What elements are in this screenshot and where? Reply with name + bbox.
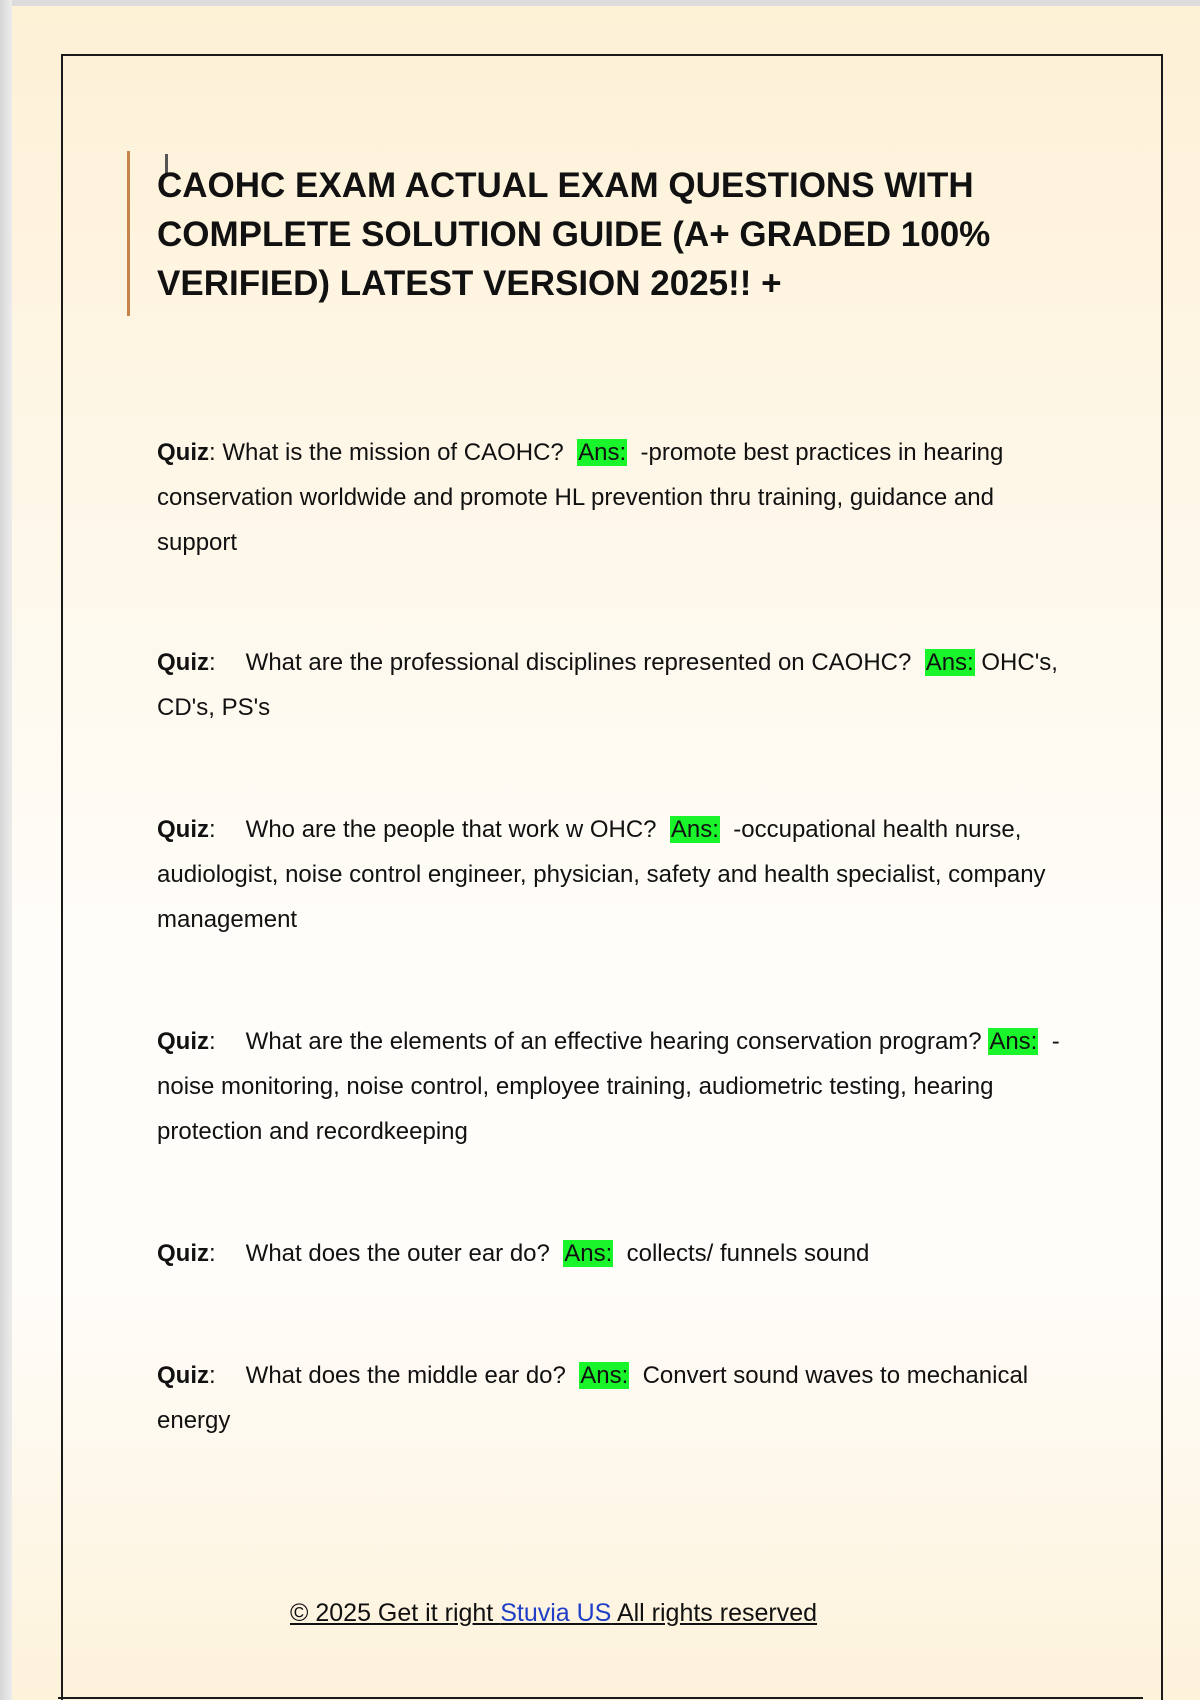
answer-text: -promote best practices in hearing conservation worldwide and promote HL prevention thru training, guidance and support <box>157 439 1004 556</box>
stuvia-link[interactable]: Stuvia US <box>500 1599 612 1627</box>
quiz-label: Quiz <box>157 439 209 466</box>
answer-label: Ans: <box>670 816 719 843</box>
quiz-label: Quiz <box>157 1362 209 1389</box>
answer-text: collects/ funnels sound <box>626 1240 870 1267</box>
answer-label: Ans: <box>564 1240 613 1267</box>
footer-prefix: © 2025 Get it right <box>290 1599 501 1627</box>
question-text: What are the elements of an effective hearing conservation program? <box>245 1028 982 1055</box>
quiz-label: Quiz <box>157 1240 209 1267</box>
title-accent-bar <box>127 151 130 316</box>
quiz-label: Quiz <box>157 816 209 843</box>
answer-label: Ans: <box>989 1028 1038 1055</box>
question-text: What does the middle ear do? <box>245 1362 566 1389</box>
answer-label: Ans: <box>580 1362 629 1389</box>
question-text: What is the mission of CAOHC? <box>222 439 564 466</box>
answer-text: -noise monitoring, noise control, employee training, audiometric testing, hearing protection and recordkeeping <box>157 1028 1060 1145</box>
answer-text: -occupational health nurse, audiologist, noise control engineer, physician, safety and health specialist, company management <box>157 816 1046 933</box>
quiz-label: Quiz <box>157 649 209 676</box>
page-left-shadow <box>0 0 12 1700</box>
footer-suffix: All rights reserved <box>611 1599 818 1627</box>
qa-item: Quiz: What does the outer ear do? Ans: collects/ funnels sound <box>157 1240 870 1267</box>
bottom-rule <box>58 1697 1143 1699</box>
answer-label: Ans: <box>578 439 627 466</box>
answer-label: Ans: <box>925 649 974 676</box>
answer-text: OHC's, CD's, PS's <box>157 649 1058 721</box>
qa-item: Quiz: Who are the people that work w OHC? Ans: -occupational health nurse, audiologist, noise control engineer, physician, safety and health specialist, company management <box>157 816 1046 933</box>
qa-item: Quiz: What are the elements of an effective hearing conservation program? Ans: -noise monitoring, noise control, employee training, audiometric testing, hearing protection and recordkeeping <box>157 1028 1060 1145</box>
document-page <box>12 6 1200 1700</box>
question-text: What are the professional disciplines represented on CAOHC? <box>245 649 912 676</box>
document-title: CAOHC EXAM ACTUAL EXAM QUESTIONS WITH COMPLETE SOLUTION GUIDE (A+ GRADED 100% VERIFIED) LATEST VERSION 2025!! + <box>157 166 991 303</box>
qa-item: Quiz: What is the mission of CAOHC? Ans: -promote best practices in hearing conservation worldwide and promote HL prevention thru training, guidance and support <box>157 439 1004 556</box>
quiz-label: Quiz <box>157 1028 209 1055</box>
qa-item: Quiz: What are the professional disciplines represented on CAOHC? Ans: OHC's, CD's, PS's <box>157 649 1058 721</box>
footer-copyright <box>290 1596 817 1630</box>
question-text: What does the outer ear do? <box>245 1240 550 1267</box>
answer-text: Convert sound waves to mechanical energy <box>157 1362 1029 1434</box>
question-text: Who are the people that work w OHC? <box>245 816 657 843</box>
qa-item: Quiz: What does the middle ear do? Ans: Convert sound waves to mechanical energy <box>157 1362 1029 1434</box>
